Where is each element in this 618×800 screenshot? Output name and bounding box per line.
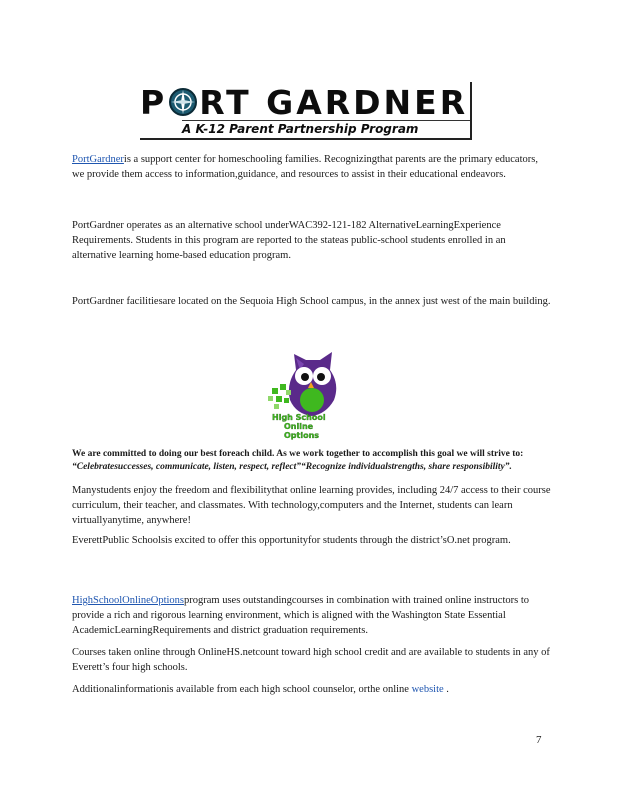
logo-title-rest: RT GARDNER <box>199 83 469 122</box>
compass-icon <box>168 87 198 117</box>
intro-paragraph <box>72 152 552 182</box>
commitment-values: “Celebratesuccesses, communicate, listen, respect, reflect”“Recognize individualstrengths, share responsibility”. <box>72 462 512 472</box>
alternative-school-paragraph: PortGardner operates as an alternative school underWAC392-121-182 AlternativeLearningExperience Requirements. Students in this program are reported to the stateas public-school students enrolled in an alternative learning home-based education program. <box>72 220 506 261</box>
everett-paragraph: EverettPublic Schoolsis excited to offer this opportunityfor students through the district’sO.net program. <box>72 535 511 546</box>
high-school-online-paragraph <box>72 593 552 638</box>
owl-logo-line2: Online <box>284 422 314 431</box>
facilities-paragraph: PortGardner facilitiesare located on the Sequoia High School campus, in the annex just west of the main building. <box>72 296 551 307</box>
logo-title <box>140 83 470 122</box>
port-gardner-link[interactable]: PortGardner <box>72 154 124 165</box>
additional-info-paragraph <box>72 682 552 697</box>
page-number: 7 <box>536 734 542 746</box>
owl-logo-line3: Options <box>284 431 320 440</box>
commitment-statement: We are committed to doing our best foreach child. As we work together to accomplish this goal we will strive to: <box>72 449 524 459</box>
high-school-online-options-logo <box>266 350 356 440</box>
website-link[interactable]: website <box>411 684 444 695</box>
online-learning-paragraph: Manystudents enjoy the freedom and flexibilitythat online learning provides, including 24/7 access to their course curriculum, their teacher, and classmates. With technology,computers and the Internet, students can learn virtuallyanytime, anywhere! <box>72 485 551 526</box>
logo-subtitle: A K-12 Parent Partnership Program <box>182 120 470 137</box>
courses-paragraph: Courses taken online through OnlineHS.netcount toward high school credit and are available to students in any of Everett’s four high schools. <box>72 647 550 673</box>
owl-logo-line1: High School <box>272 413 326 422</box>
additional-info-text: Additionalinformationis available from each high school counselor, orthe online <box>72 684 412 695</box>
hso-text: program uses outstandingcourses in combination with trained online instructors to provide a rich and rigorous learning environment, which is aligned with the Washington State Essential AcademicLearningRequirements and district graduation requirements. <box>72 595 529 636</box>
logo-title-p: P <box>140 83 168 122</box>
intro-text: is a support center for homeschooling families. Recognizingthat parents are the primary educators, we provide them access to information,guidance, and resources to assist in their educational endeavors. <box>72 154 538 180</box>
port-gardner-logo <box>140 82 472 140</box>
additional-info-tail: . <box>443 684 449 695</box>
high-school-online-options-link[interactable]: HighSchoolOnlineOptions <box>72 595 184 606</box>
